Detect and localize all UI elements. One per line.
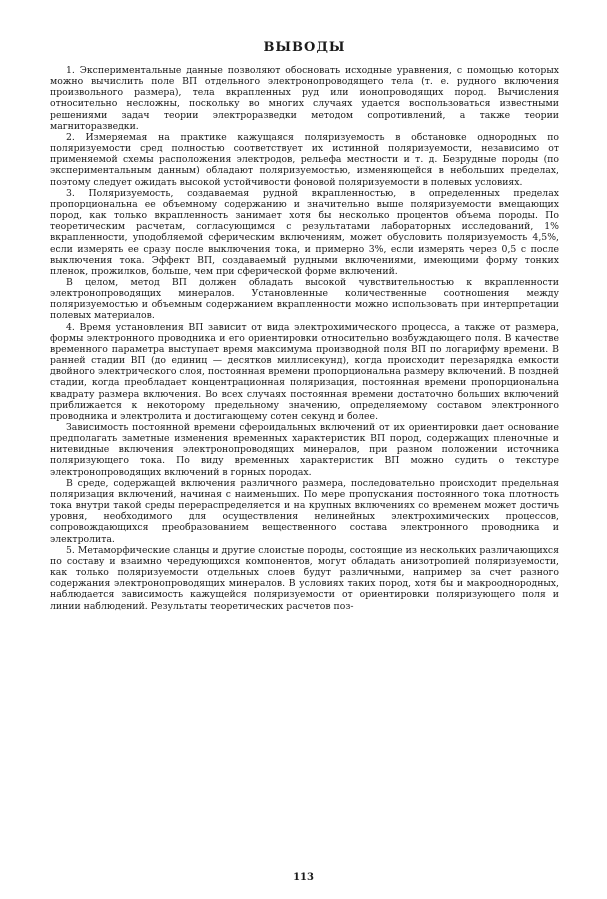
paragraph-4: В целом, метод ВП должен обладать высокой чувствительностью к вкрапленности электронопроводящих минералов. Установленные количественные соотношения между поляризуемостью и объемным содержанием вкрапленности можно использовать при интерпретации полевых материалов. (50, 276, 559, 322)
paragraph-1: 1. Экспериментальные данные позволяют обосновать исходные уравнения, с помощью которых можно вычислить поле ВП отдельного электронопроводящего тела (т. е. рудного включения произвольного размера), тела вкрапленных руд или ионопроводящих пород. Вычисления относительно несложны, поскольку во многих случаях удается воспользоваться известными решениями задач теории электроразведки методом сопротивлений, а также теории магниторазведки. (50, 65, 559, 132)
paragraph-2: 2. Измеряемая на практике кажущаяся поляризуемость в обстановке однородных по поляризуемости сред полностью соответствует их истинной поляризуемости, независимо от применяемой схемы расположения электродов, рельефа местности и т. д. Безрудные породы (по экспериментальным данным) обладают поляризуемостью, изменяющейся в небольших пределах, поэтому следует ожидать высокой устойчивости фоновой поляризуемости в полевых условиях. (50, 131, 559, 188)
paragraph-3: 3. Поляризуемость, создаваемая рудной вкрапленностью, в определенных пределах пропорциональна ее объемному содержанию и значительно выше поляризуемости вмещающих пород, как только вкрапленность занимает хотя бы несколько процентов объема породы. По теоретическим расчетам, согласующимся с результатами лабораторных исследований, 1% вкрапленности, уподобляемой сферическим включениям, может обусловить поляризуемость 4,5%, если измерять ее сразу после выключения тока, и примерно 3%, если измерять через 0,5 с после выключения тока. Эффект ВП, создаваемый рудными включениями, имеющими форму тонких пленок, прожилков, больше, чем при сферической форме включений. (50, 187, 559, 277)
body-text (50, 65, 559, 612)
paragraph-7: В среде, содержащей включения различного размера, последовательно происходит предельная поляризация включений, начиная с наименьших. По мере пропускания постоянного тока плотность тока внутри такой среды перераспределяется и на крупных включениях со временем может достичь уровня, необходимого для осуществления нелинейных электрохимических процессов, сопровождающихся преобразованием вещественного состава электронного проводника и электролита. (50, 477, 559, 545)
page-number: 113 (293, 872, 314, 883)
paragraph-5: 4. Время установления ВП зависит от вида электрохимического процесса, а также от размера, формы электронного проводника и его ориентировки относительно возбуждающего поля. В качестве временного параметра выступает время максимума производной поля ВП по логарифму времени. В ранней стадии ВП (до единиц — десятков миллисекунд), когда происходит перезарядка емкости двойного электрического слоя, постоянная времени пропорциональна размеру включений. В поздней стадии, когда преобладает концентрационная поляризация, постоянная времени пропорциональна квадрату размера включения. Во всех случаях постоянная времени достаточно больших включений приближается к некоторому предельному значению, определяемому составом электронного проводника и электролита и достигающему сотен секунд и более. (50, 321, 559, 422)
paragraph-6: Зависимость постоянной времени сфероидальных включений от их ориентировки дает основание предполагать заметные изменения временных характеристик ВП пород, содержащих пленочные и нитевидные включения электронопроводящих минералов, при разном положении источника поляризующего тока. По виду временных характеристик ВП можно судить о текстуре электронопроводящих включений в горных породах. (50, 422, 559, 478)
paragraph-8: 5. Метаморфические сланцы и другие слоистые породы, состоящие из нескольких различающихся по составу и взаимно чередующихся компонентов, могут обладать анизотропией поляризуемости, как только поляризуемости отдельных слоев будут различными, например за счет разного содержания электронопроводящих минералов. В условиях таких пород, хотя бы и макрооднородных, наблюдается зависимость кажущейся поляризуемости от ориентировки поляризующего поля и линии наблюдений. Результаты теоретических расчетов поз- (50, 544, 559, 612)
page-title: ВЫВОДЫ (263, 40, 346, 55)
